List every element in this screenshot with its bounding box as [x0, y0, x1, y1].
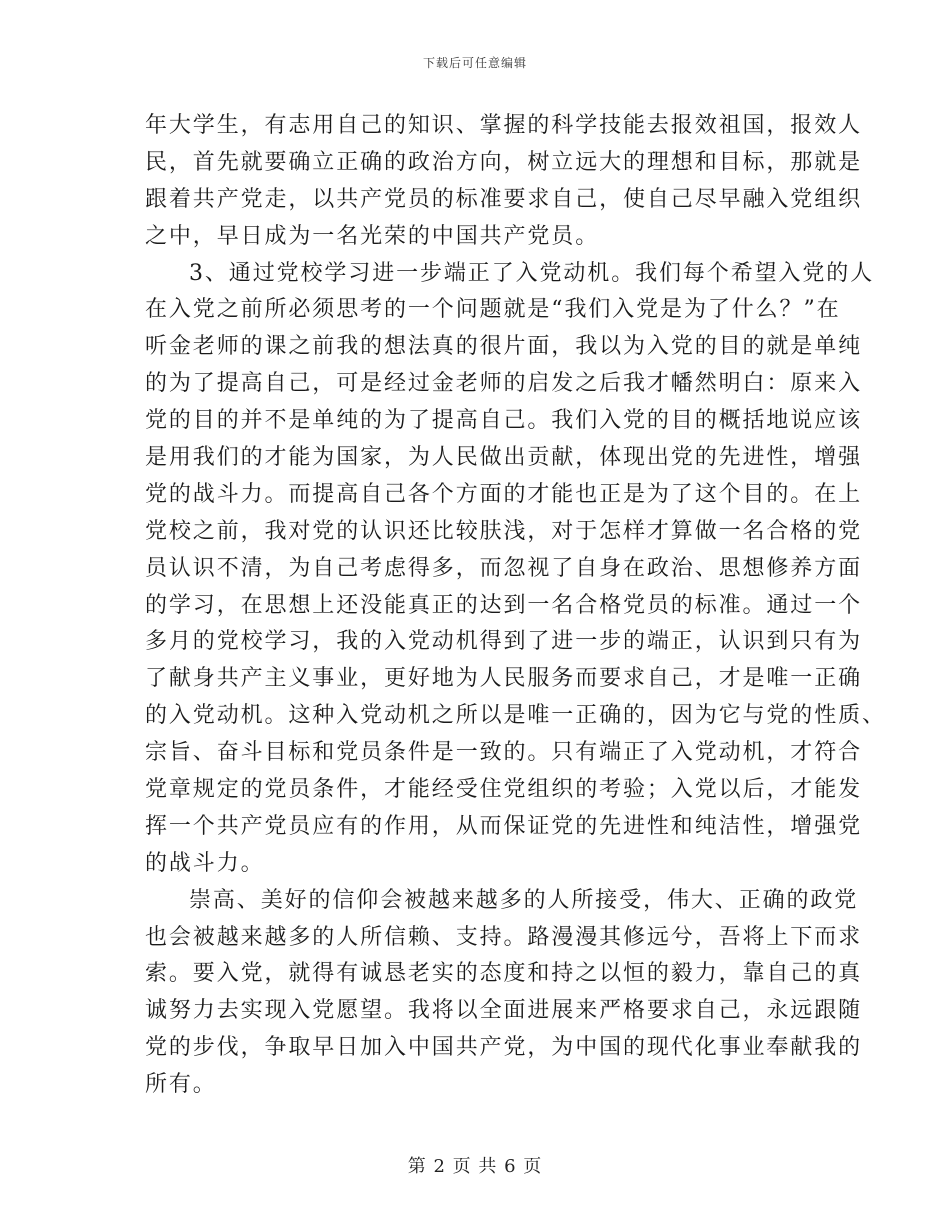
text-line: 诚努力去实现入党愿望。我将以全面进展来严格要求自己，永远跟随: [145, 998, 863, 1024]
paragraph-first-line: 3、通过党校学习进一步端正了入党动机。我们每个希望入党的人: [189, 260, 875, 286]
text-line: 宗旨、奋斗目标和党员条件是一致的。只有端正了入党动机，才符合: [145, 740, 863, 766]
text-line: 的为了提高自己，可是经过金老师的启发之后我才幡然明白：原来入: [145, 371, 863, 397]
text-line: 之中，早日成为一名光荣的中国共产党员。: [145, 223, 600, 249]
text-line: 党的步伐，争取早日加入中国共产党，为中国的现代化事业奉献我的: [145, 1035, 863, 1061]
text-line: 的入党动机。这种入党动机之所以是唯一正确的，因为它与党的性质、: [145, 703, 886, 729]
text-line: 党的目的并不是单纯的为了提高自己。我们入党的目的概括地说应该: [145, 408, 863, 434]
text-line: 党的战斗力。而提高自己各个方面的才能也正是为了这个目的。在上: [145, 481, 863, 507]
text-line: 也会被越来越多的人所信赖、支持。路漫漫其修远兮，吾将上下而求: [145, 924, 863, 950]
text-line: 年大学生，有志用自己的知识、掌握的科学技能去报效祖国，报效人: [145, 113, 863, 138]
paragraph-first-line: 崇高、美好的信仰会被越来越多的人所接受，伟大、正确的政党: [189, 887, 859, 913]
text-line: 民，首先就要确立正确的政治方向，树立远大的理想和目标，那就是: [145, 149, 863, 175]
text-line: 索。要入党，就得有诚恳老实的态度和持之以恒的毅力，靠自己的真: [145, 961, 863, 987]
text-line: 听金老师的课之前我的想法真的很片面，我以为入党的目的就是单纯: [145, 334, 863, 360]
text-line: 的学习，在思想上还没能真正的达到一名合格党员的标准。通过一个: [145, 592, 863, 618]
text-line: 是用我们的才能为国家，为人民做出贡献，体现出党的先进性，增强: [145, 445, 863, 471]
text-line: 挥一个共产党员应有的作用，从而保证党的先进性和纯洁性，增强党: [145, 813, 863, 839]
text-line: 所有。: [145, 1072, 217, 1098]
text-line: 了献身共产主义事业，更好地为人民服务而要求自己，才是唯一正确: [145, 666, 863, 692]
text-line: 的战斗力。: [145, 850, 265, 876]
text-line: 多月的党校学习，我的入党动机得到了进一步的端正，认识到只有为: [145, 629, 863, 655]
text-line: 跟着共产党走，以共产党员的标准要求自己，使自己尽早融入党组织: [145, 186, 863, 212]
text-line: 党校之前，我对党的认识还比较肤浅，对于怎样才算做一名合格的党: [145, 518, 863, 544]
text-line: 在入党之前所必须思考的一个问题就是“我们入党是为了什么？”在: [145, 297, 841, 323]
document-body: [145, 108, 886, 1104]
page-header-note: 下载后可任意编辑: [422, 56, 527, 70]
page-number: 第 2 页 共 6 页: [407, 1156, 543, 1177]
text-line: 党章规定的党员条件，才能经受住党组织的考验；入党以后，才能发: [145, 777, 863, 803]
text-line: 员认识不清，为自己考虑得多，而忽视了自身在政治、思想修养方面: [145, 555, 863, 581]
